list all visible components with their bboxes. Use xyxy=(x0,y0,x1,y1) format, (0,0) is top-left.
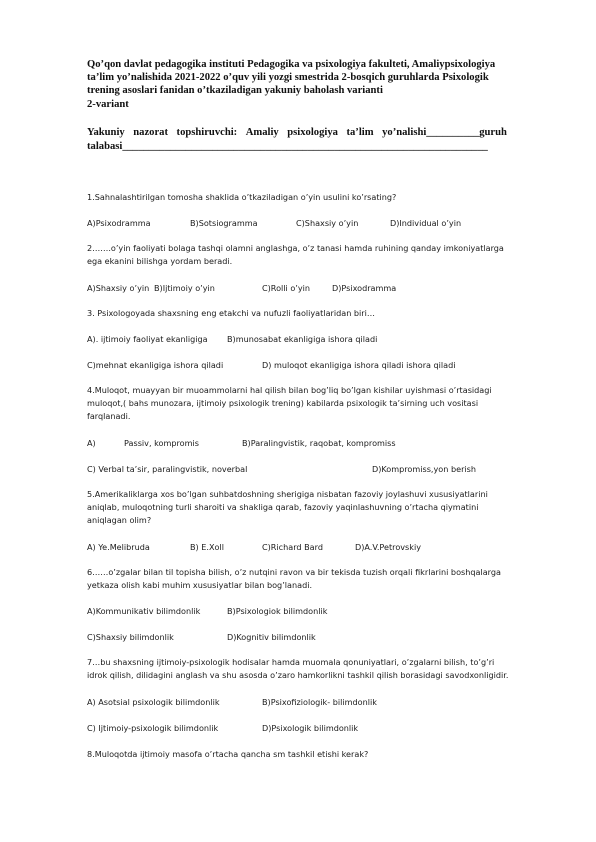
examinee-line xyxy=(87,126,507,140)
question-6 xyxy=(87,566,527,592)
question-1-option-d: D)Individual o’yin xyxy=(390,218,462,228)
examinee-word-5: psixologiya xyxy=(287,127,338,138)
question-3-option-a: A). ijtimoiy faoliyat ekanligiga xyxy=(87,334,208,344)
question-4-text-line-1: 4.Muloqot, muayyan bir muoammolarni hal qilish bilan bog’liq bo’lgan kishilar uyishmasi o’rtasidagi xyxy=(87,385,492,395)
question-3-option-c: C)mehnat ekanligiga ishora qiladi xyxy=(87,360,224,370)
question-3-option-d: D) muloqot ekanligiga ishora qiladi ishora qiladi xyxy=(262,360,456,370)
question-7-option-d: D)Psixologik bilimdonlik xyxy=(262,723,359,733)
question-7-text-line-1: 7…bu shaxsning ijtimoiy-psixologik hodisalar hamda muomala qonuniyatlari, o’zgalarni bilish, to’g’ri xyxy=(87,657,495,667)
question-5-option-d: D)A.V.Petrovskiy xyxy=(355,542,422,552)
question-4-option-a-text: Passiv, kompromis xyxy=(124,438,199,448)
question-2-text-line-1: 2…….o’yin faoliyati bolaga tashqi olamni anglashga, o’z tanasi hamda ruhining qanday imkoniyatlarga xyxy=(87,243,504,253)
variant-label: 2-variant xyxy=(87,98,129,110)
question-2-option-a: A)Shaxsiy o’yin xyxy=(87,283,150,293)
question-5-option-c: C)Richard Bard xyxy=(262,542,323,552)
question-6-option-a: A)Kommunikativ bilimdonlik xyxy=(87,606,201,616)
question-3-text: 3. Psixologoyada shaxsning eng etakchi va nufuzli faoliyatlaridan biri… xyxy=(87,308,375,318)
question-2-option-b: B)Ijtimoiy o’yin xyxy=(154,283,215,293)
examinee-word-6: ta’lim xyxy=(346,127,374,138)
question-4 xyxy=(87,384,527,423)
question-1-text: 1.Sahnalashtirilgan tomosha shaklida o’tkaziladigan o’yin usulini ko’rsating? xyxy=(87,192,397,202)
question-5-text-line-3: aniqlagan olim? xyxy=(87,515,152,525)
examinee-word-1: Yakuniy xyxy=(87,127,125,138)
question-7-option-a: A) Asotsial psixologik bilimdonlik xyxy=(87,697,220,707)
question-7-option-c: C) Ijtimoiy-psixologik bilimdonlik xyxy=(87,723,219,733)
question-6-option-d: D)Kognitiv bilimdonlik xyxy=(227,632,316,642)
question-3-option-b: B)munosabat ekanligiga ishora qiladi xyxy=(227,334,378,344)
question-2-option-c: C)Rolli o’yin xyxy=(262,283,311,293)
examinee-word-2: nazorat xyxy=(133,127,168,138)
group-field: yo’nalishi__________guruh xyxy=(382,127,507,138)
question-4-text-line-2: muloqot,( bahs munozara, ijtimoiy psixologik trening) kabilarda psixologik ta’sirning uch vositasi xyxy=(87,398,479,408)
question-4-option-b: B)Paralingvistik, raqobat, kompromiss xyxy=(242,438,396,448)
student-name-field: talabasi_____________________________________________________________________ xyxy=(87,141,488,152)
question-2-option-d: D)Psixodramma xyxy=(332,283,397,293)
question-1-option-b: B)Sotsiogramma xyxy=(190,218,258,228)
question-5-text-line-1: 5.Amerikaliklarga xos bo’lgan suhbatdoshning sherigiga nisbatan fazoviy joylashuvi xususiyatlarini xyxy=(87,489,488,499)
question-6-text-line-2: yetkaza olish kabi muhim xususiyatlar bilan bog’lanadi. xyxy=(87,580,313,590)
question-4-option-d: D)Kompromiss,yon berish xyxy=(372,464,476,474)
question-6-option-c: C)Shaxsiy bilimdonlik xyxy=(87,632,174,642)
examinee-word-3: topshiruvchi: xyxy=(176,127,238,138)
question-2 xyxy=(87,242,527,268)
header-line-1: Qo’qon davlat pedagogika instituti Pedagogika va psixologiya fakulteti, Amaliypsixologiya xyxy=(87,59,496,70)
question-7 xyxy=(87,656,527,682)
question-6-option-b: B)Psixologiok bilimdonlik xyxy=(227,606,328,616)
question-4-option-c: C) Verbal ta’sir, paralingvistik, noverbal xyxy=(87,464,248,474)
question-6-text-line-1: 6……o’zgalar bilan til topisha bilish, o’z nutqini ravon va bir tekisda tuzish orqali fikrlarini boshqalarga xyxy=(87,567,501,577)
question-8 xyxy=(87,748,527,761)
question-3 xyxy=(87,307,527,320)
question-5-option-a: A) Ye.Melibruda xyxy=(87,542,150,552)
student-info xyxy=(87,126,507,154)
examinee-word-4: Amaliy xyxy=(245,127,279,138)
question-1-option-a: A)Psixodramma xyxy=(87,218,151,228)
question-2-text-line-2: ega ekanini bilishga yordam beradi. xyxy=(87,256,233,266)
question-1-option-c: C)Shaxsiy o’yin xyxy=(296,218,359,228)
question-8-text: 8.Muloqotda ijtimoiy masofa o’rtacha qancha sm tashkil etishi kerak? xyxy=(87,749,369,759)
question-7-text-line-2: idrok qilish, dilidagini anglash va shu asosda o’zaro hamkorlikni tashkil qilish borasidagi savodxonligidir. xyxy=(87,670,509,680)
question-4-text-line-3: farqlanadi. xyxy=(87,411,131,421)
question-7-option-b: B)Psixofiziologik- bilimdonlik xyxy=(262,697,377,707)
question-4-option-a: A) xyxy=(87,438,96,448)
question-5-text-line-2: aniqlab, muloqotning turli sharoiti va shakliga qarab, fazoviy yaqinlashuvning o’rtacha qiymatini xyxy=(87,502,479,512)
question-5 xyxy=(87,488,527,527)
header-line-3: trening asoslari fanidan o’tkaziladigan yakuniy baholash varianti xyxy=(87,85,383,97)
question-5-option-b: B) E.Xoll xyxy=(190,542,224,552)
header-line-2: ta’lim yo’nalishida 2021-2022 o’quv yili yozgi smestrida 2-bosqich guruhlarda Psixologik xyxy=(87,72,489,84)
document-header xyxy=(87,58,507,111)
question-1 xyxy=(87,191,527,204)
